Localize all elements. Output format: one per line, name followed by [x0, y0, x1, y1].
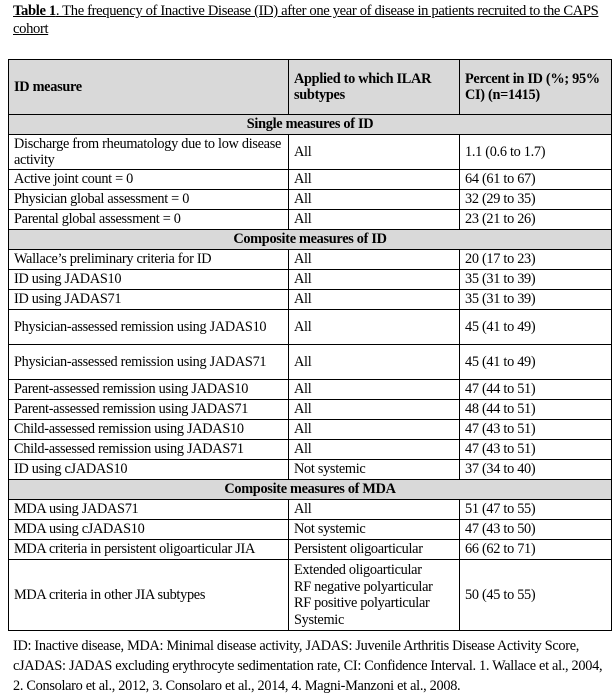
cell-subtypes [289, 500, 460, 520]
section-title: Composite measures of MDA [9, 480, 612, 500]
subtype-label: All [294, 271, 312, 288]
table-body [9, 115, 612, 631]
cell-subtypes [289, 310, 460, 345]
cell-percent: 47 (44 to 51) [460, 380, 612, 400]
cell-measure: Physician global assessment = 0 [9, 190, 289, 210]
cell-subtypes [289, 440, 460, 460]
table-row [9, 560, 612, 631]
cell-percent: 32 (29 to 35) [460, 190, 612, 210]
cell-subtypes [289, 520, 460, 540]
cell-percent: 23 (21 to 26) [460, 210, 612, 230]
cell-measure: ID using cJADAS10 [9, 460, 289, 480]
cell-percent: 1.1 (0.6 to 1.7) [460, 135, 612, 170]
cell-measure: Wallace’s preliminary criteria for ID [9, 250, 289, 270]
cell-measure: Physician-assessed remission using JADAS71 [9, 345, 289, 380]
cell-measure: ID using JADAS71 [9, 290, 289, 310]
cell-subtypes [289, 135, 460, 170]
subtype-label: Systemic [294, 611, 345, 628]
subtype-label: Extended oligoarticular [294, 562, 422, 578]
subtype-label: All [294, 291, 312, 308]
caption-label: Table 1 [13, 3, 56, 19]
subtype-label: All [294, 441, 312, 458]
cell-measure: Active joint count = 0 [9, 170, 289, 190]
table-row [9, 345, 612, 380]
caption-text: . The frequency of Inactive Disease (ID) after one year of disease in patients recruited to the CAPS cohort [13, 3, 599, 37]
table-caption [13, 2, 611, 38]
results-table [8, 59, 612, 631]
cell-measure: Child-assessed remission using JADAS10 [9, 420, 289, 440]
subtype-label: All [294, 318, 312, 335]
table-row [9, 440, 612, 460]
table-row [9, 210, 612, 230]
subtype-label: All [294, 353, 312, 370]
subtype-label: Persistent oligoarticular [294, 541, 423, 558]
table-row [9, 520, 612, 540]
table-row [9, 310, 612, 345]
subtype-label: All [294, 251, 312, 268]
cell-measure: MDA using JADAS71 [9, 500, 289, 520]
cell-subtypes [289, 170, 460, 190]
cell-percent: 47 (43 to 50) [460, 520, 612, 540]
cell-subtypes [289, 190, 460, 210]
cell-measure: ID using JADAS10 [9, 270, 289, 290]
cell-measure: MDA criteria in persistent oligoarticular JIA [9, 540, 289, 560]
cell-percent: 35 (31 to 39) [460, 270, 612, 290]
table-row [9, 270, 612, 290]
cell-subtypes [289, 210, 460, 230]
subtype-label: Not systemic [294, 521, 366, 538]
subtype-label: All [294, 211, 312, 228]
cell-percent: 37 (34 to 40) [460, 460, 612, 480]
table-row [9, 540, 612, 560]
section-title: Single measures of ID [9, 115, 612, 135]
subtype-label: All [294, 171, 312, 188]
cell-percent: 45 (41 to 49) [460, 310, 612, 345]
table-row [9, 170, 612, 190]
cell-measure: Parental global assessment = 0 [9, 210, 289, 230]
subtype-label: All [294, 401, 312, 418]
cell-percent: 20 (17 to 23) [460, 250, 612, 270]
table-row [9, 135, 612, 170]
cell-measure: Discharge from rheumatology due to low disease activity [9, 135, 289, 170]
subtype-label: All [294, 421, 312, 438]
section-row [9, 230, 612, 250]
cell-subtypes [289, 460, 460, 480]
section-row [9, 480, 612, 500]
subtype-label: All [294, 143, 312, 160]
cell-measure: Child-assessed remission using JADAS71 [9, 440, 289, 460]
subtype-label: RF negative polyarticular [294, 578, 433, 595]
cell-subtypes [289, 420, 460, 440]
cell-percent: 51 (47 to 55) [460, 500, 612, 520]
cell-percent: 35 (31 to 39) [460, 290, 612, 310]
subtype-label: Not systemic [294, 461, 366, 478]
cell-subtypes [289, 380, 460, 400]
cell-percent: 47 (43 to 51) [460, 440, 612, 460]
subtype-label: RF positive polyarticular [294, 595, 430, 611]
cell-subtypes [289, 250, 460, 270]
section-title: Composite measures of ID [9, 230, 612, 250]
table-row [9, 290, 612, 310]
table-row [9, 500, 612, 520]
cell-measure: MDA using cJADAS10 [9, 520, 289, 540]
subtype-label: All [294, 501, 312, 518]
cell-measure: MDA criteria in other JIA subtypes [9, 560, 289, 631]
cell-percent: 50 (45 to 55) [460, 560, 612, 631]
table-row [9, 420, 612, 440]
cell-measure: Physician-assessed remission using JADAS10 [9, 310, 289, 345]
subtype-label: All [294, 381, 312, 398]
header-row [9, 60, 612, 115]
header-ilar-subtypes: Applied to which ILAR subtypes [289, 60, 460, 115]
cell-subtypes [289, 540, 460, 560]
cell-percent: 47 (43 to 51) [460, 420, 612, 440]
cell-subtypes [289, 345, 460, 380]
table-row [9, 250, 612, 270]
table-row [9, 460, 612, 480]
cell-percent: 66 (62 to 71) [460, 540, 612, 560]
table-row [9, 400, 612, 420]
cell-percent: 64 (61 to 67) [460, 170, 612, 190]
cell-subtypes [289, 400, 460, 420]
cell-subtypes [289, 270, 460, 290]
cell-measure: Parent-assessed remission using JADAS71 [9, 400, 289, 420]
table-row [9, 380, 612, 400]
table-row [9, 190, 612, 210]
cell-percent: 48 (44 to 51) [460, 400, 612, 420]
cell-subtypes [289, 560, 460, 631]
cell-measure: Parent-assessed remission using JADAS10 [9, 380, 289, 400]
subtype-label: All [294, 191, 312, 208]
section-row [9, 115, 612, 135]
header-percent-in-id: Percent in ID (%; 95% CI) (n=1415) [460, 60, 612, 115]
footnote: ID: Inactive disease, MDA: Minimal disease activity, JADAS: Juvenile Arthritis Disease Activity Score, cJADAS: JADAS excluding erythrocyte sedimentation rate, CI: Confidence Interval. 1. Wallace et al., 2004, 2. Consolaro et al., 2012, 3. Consolaro et al., 2014, 4. Magni-Manzoni et al., 2008. [13, 638, 603, 694]
header-id-measure: ID measure [9, 60, 289, 115]
cell-percent: 45 (41 to 49) [460, 345, 612, 380]
cell-subtypes [289, 290, 460, 310]
